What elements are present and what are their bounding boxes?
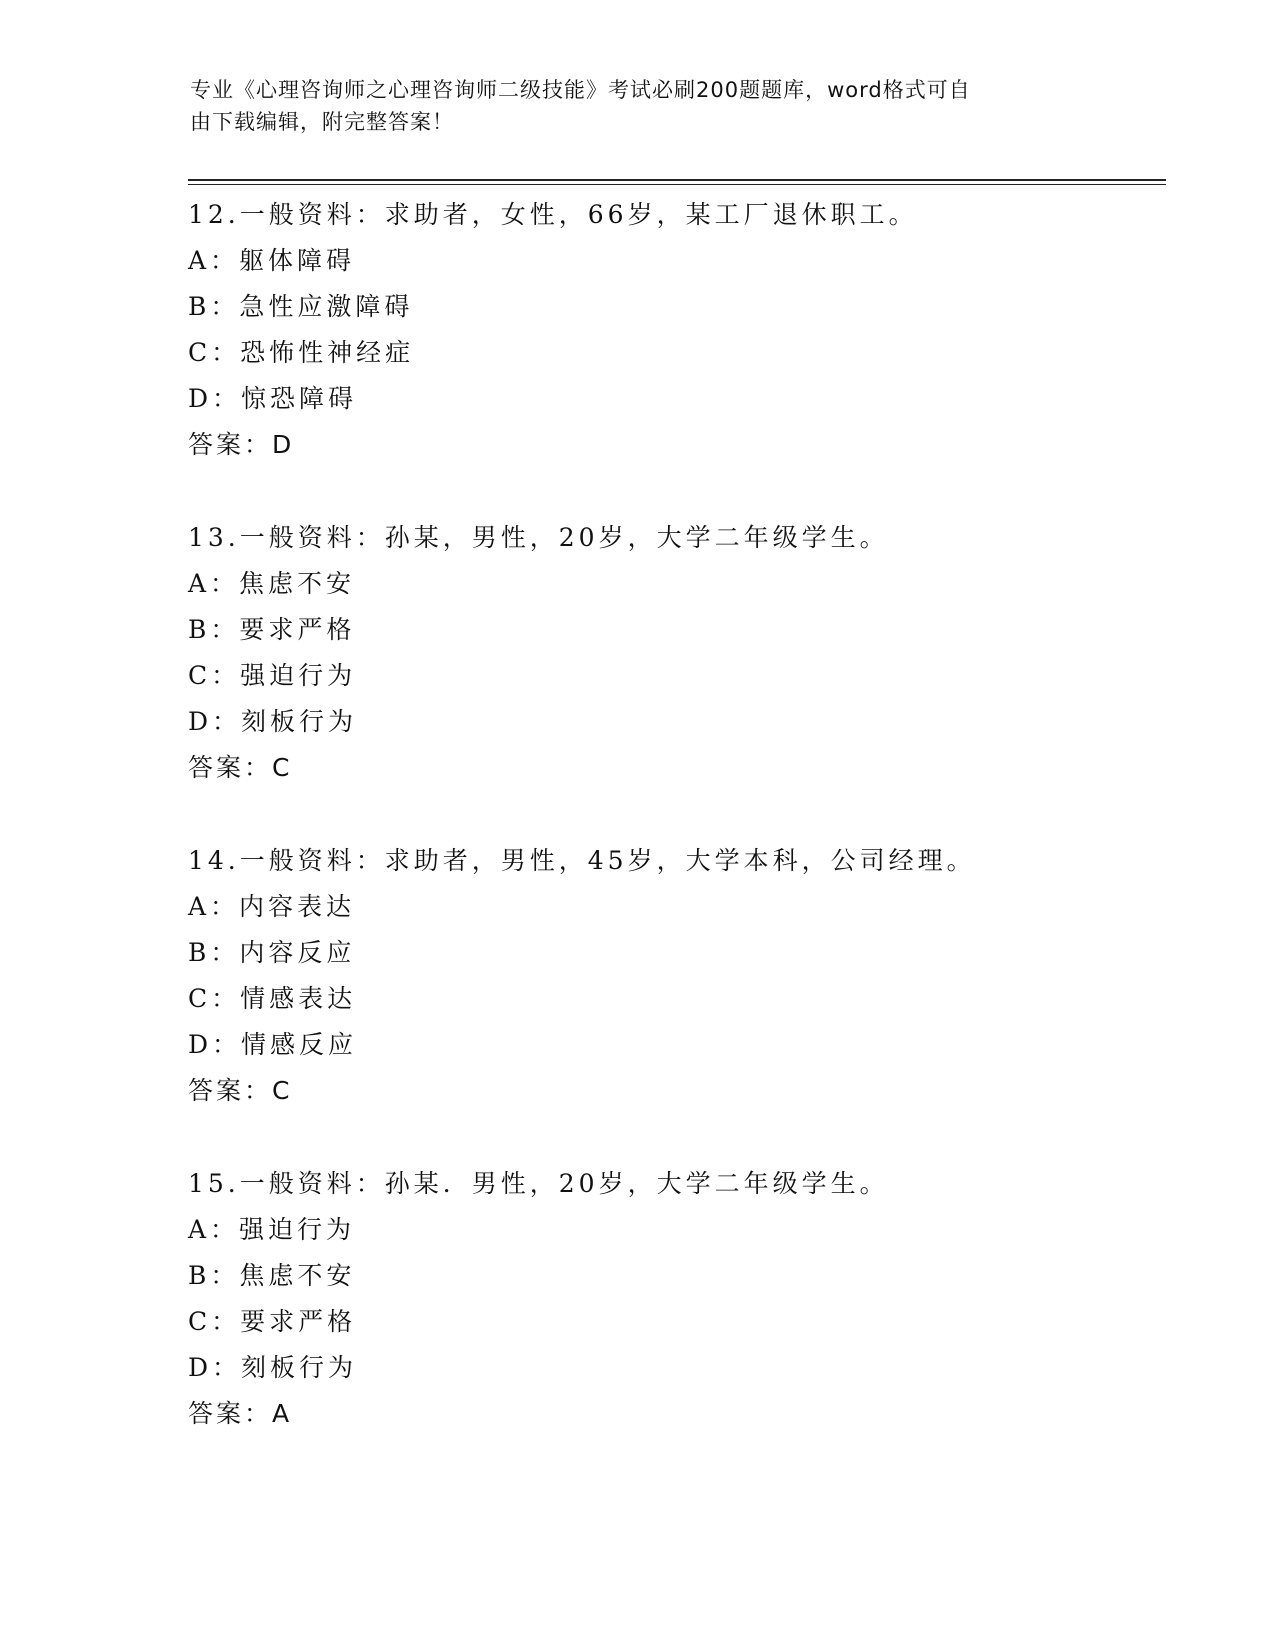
- question-stem: 12.一般资料：求助者，女性，66岁，某工厂退休职工。: [188, 200, 918, 229]
- question-12: [188, 192, 1148, 468]
- answer-label: 答案：C: [188, 753, 293, 782]
- option-a: A：内容表达: [188, 892, 356, 921]
- answer-label: 答案：C: [188, 1076, 293, 1105]
- question-14: [188, 838, 1148, 1114]
- question-list: [188, 192, 1148, 1484]
- option-d: D：刻板行为: [188, 707, 358, 736]
- question-stem: 14.一般资料：求助者，男性，45岁，大学本科，公司经理。: [188, 846, 976, 875]
- question-stem: 15.一般资料：孙某．男性，20岁，大学二年级学生。: [188, 1169, 889, 1198]
- answer-label: 答案：A: [188, 1399, 293, 1428]
- option-d: D：情感反应: [188, 1030, 358, 1059]
- document-header: [190, 74, 1070, 138]
- option-b: B：要求严格: [188, 615, 356, 644]
- question-stem: 13.一般资料：孙某，男性，20岁，大学二年级学生。: [188, 523, 889, 552]
- question-15: [188, 1161, 1148, 1437]
- option-a: A：焦虑不安: [188, 569, 356, 598]
- option-c: C：恐怖性神经症: [188, 338, 415, 367]
- option-b: B：急性应激障碍: [188, 292, 414, 321]
- option-b: B：焦虑不安: [188, 1261, 356, 1290]
- question-13: [188, 515, 1148, 791]
- header-divider-thick: [188, 179, 1166, 181]
- option-c: C：情感表达: [188, 984, 357, 1013]
- option-c: C：要求严格: [188, 1307, 357, 1336]
- option-b: B：内容反应: [188, 938, 356, 967]
- option-c: C：强迫行为: [188, 661, 357, 690]
- option-a: A：躯体障碍: [188, 246, 356, 275]
- option-d: D：刻板行为: [188, 1353, 358, 1382]
- header-line-1: 专业《心理咨询师之心理咨询师二级技能》考试必刷200题题库，word格式可自: [190, 78, 971, 102]
- header-line-2: 由下载编辑，附完整答案！: [190, 110, 454, 134]
- option-d: D：惊恐障碍: [188, 384, 358, 413]
- answer-label: 答案：D: [188, 430, 295, 459]
- option-a: A：强迫行为: [188, 1215, 356, 1244]
- header-divider-thin: [188, 184, 1166, 185]
